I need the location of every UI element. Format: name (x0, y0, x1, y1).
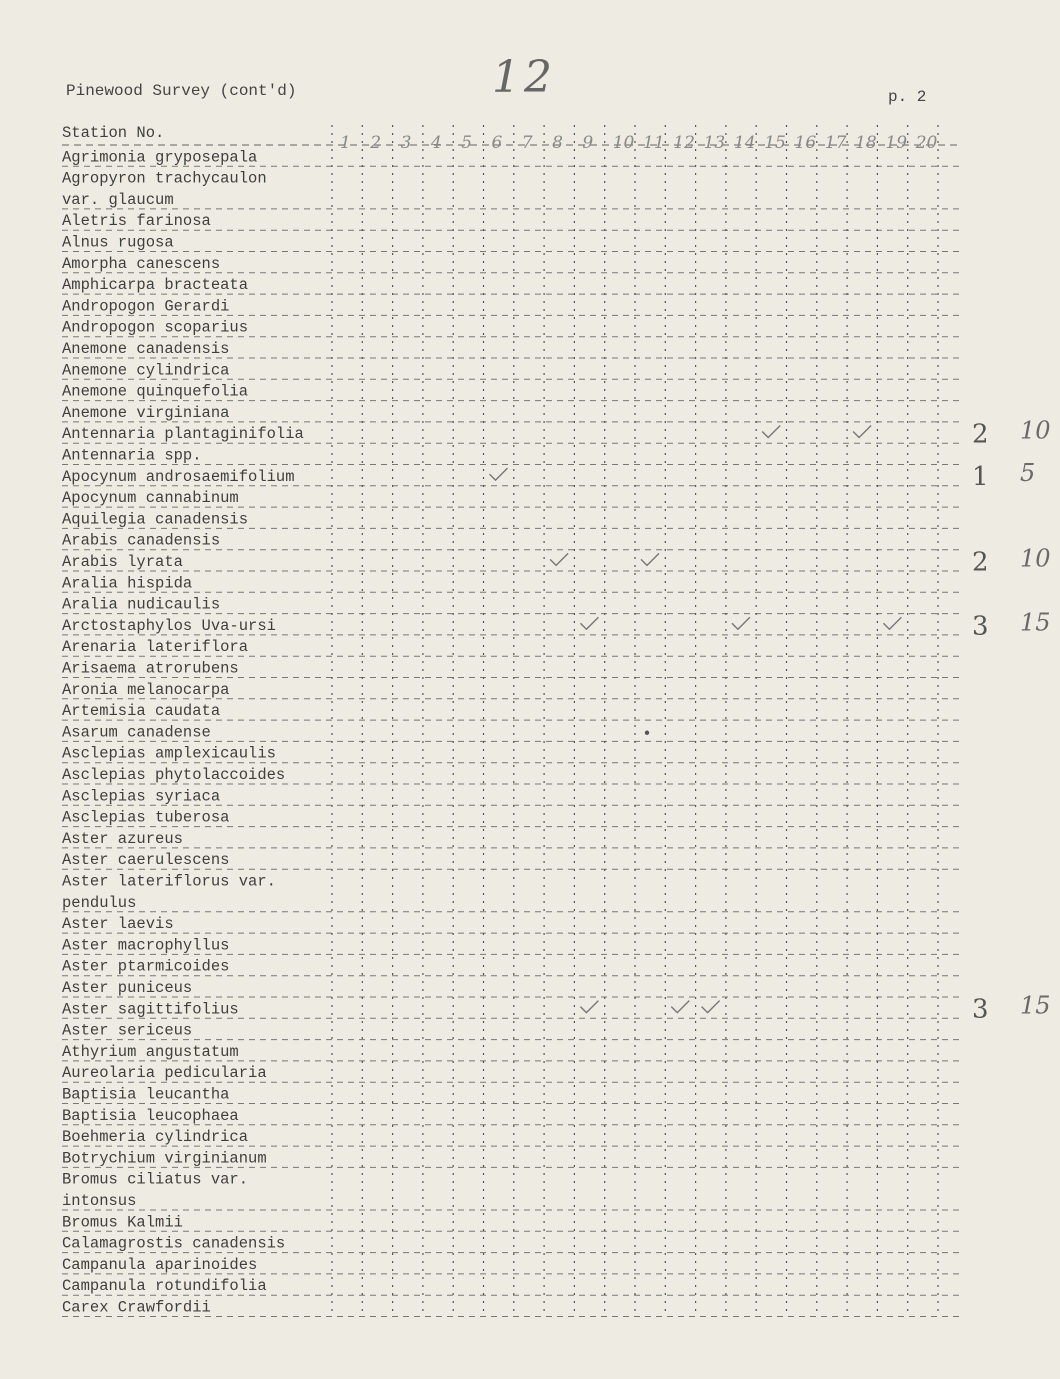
species-name: Aquilegia canadensis (62, 510, 249, 529)
species-name: Antennaria spp. (62, 446, 202, 465)
check-mark (702, 1001, 720, 1013)
species-name: Asclepias syriaca (62, 787, 221, 806)
species-name: Athyrium angustatum (62, 1042, 239, 1061)
species-name: Anemone virginiana (62, 403, 230, 422)
species-name: Agropyron trachycaulon (62, 169, 267, 188)
station-number: 7 (521, 133, 533, 153)
tally-count: 2 (972, 547, 989, 578)
species-name: Asarum canadense (62, 723, 211, 742)
species-name: Agrimonia gryposepala (62, 148, 258, 167)
tally-score: 5 (1020, 459, 1036, 488)
species-name: Aronia melanocarpa (62, 680, 230, 699)
station-number: 17 (824, 133, 847, 153)
species-name: Aster puniceus (62, 979, 193, 997)
species-name: Aster azureus (62, 829, 183, 848)
species-name: Artemisia caudata (62, 702, 221, 721)
species-name: Baptisia leucophaea (62, 1106, 239, 1125)
species-name: Aster ptarmicoides (62, 957, 230, 976)
check-mark (853, 426, 871, 438)
station-number-header: Station No. (62, 124, 165, 142)
species-name: Carex Crawfordii (62, 1298, 211, 1317)
station-number: 18 (855, 133, 877, 153)
species-name: Andropogon scoparius (62, 318, 249, 337)
species-name: Bromus Kalmii (62, 1213, 183, 1232)
species-labels (62, 148, 304, 1316)
tally-count: 2 (972, 419, 989, 450)
station-number: 3 (400, 133, 412, 153)
species-name: pendulus (62, 893, 137, 912)
station-number: 1 (340, 133, 351, 153)
station-number: 16 (794, 133, 817, 153)
species-name: Alnus rugosa (62, 233, 174, 252)
species-name: Apocynum cannabinum (62, 489, 239, 508)
station-number: 6 (491, 133, 503, 153)
check-mark (550, 553, 568, 565)
species-name: Arisaema atrorubens (62, 659, 239, 678)
station-number-row (340, 133, 938, 153)
species-name: Andropogon Gerardi (62, 297, 230, 316)
species-name: Anemone quinquefolia (62, 382, 249, 401)
species-name: Aureolaria pedicularia (62, 1064, 267, 1083)
species-name: Aster caerulescens (62, 851, 230, 870)
station-number: 9 (582, 133, 594, 153)
station-number: 5 (461, 133, 473, 153)
species-name: Campanula aparinoides (62, 1255, 258, 1274)
station-number: 4 (430, 133, 442, 153)
tally-score: 10 (1020, 416, 1051, 445)
station-number: 19 (885, 133, 908, 153)
station-number: 12 (673, 133, 695, 153)
species-name: Aster lateriflorus var. (62, 872, 276, 891)
species-name: Calamagrostis canadensis (62, 1234, 286, 1253)
check-mark (641, 553, 659, 565)
station-number: 20 (915, 133, 938, 153)
station-number: 11 (643, 133, 665, 153)
page-title: Pinewood Survey (cont'd) (66, 82, 297, 100)
species-name: Arabis canadensis (62, 531, 221, 550)
species-name: Bromus ciliatus var. (62, 1170, 249, 1189)
species-name: Aster macrophyllus (62, 936, 230, 955)
check-mark (883, 617, 901, 629)
species-name: Aster sagittifolius (62, 1000, 239, 1019)
species-name: intonsus (62, 1192, 137, 1210)
check-mark (580, 617, 598, 629)
check-mark (490, 468, 508, 480)
species-name: Asclepias amplexicaulis (62, 744, 276, 763)
species-name: Anemone canadensis (62, 340, 230, 358)
page-number: p. 2 (888, 88, 927, 106)
species-name: Baptisia leucantha (62, 1085, 230, 1104)
station-number: 14 (733, 133, 756, 153)
species-name: Asclepias tuberosa (62, 808, 230, 827)
species-name: Amphicarpa bracteata (62, 276, 249, 295)
tally-count: 1 (972, 462, 989, 493)
species-name: Asclepias phytolaccoides (62, 766, 286, 784)
station-number: 13 (703, 133, 726, 153)
species-name: var. glaucum (62, 190, 174, 209)
species-name: Anemone cylindrica (62, 361, 230, 380)
species-name: Boehmeria cylindrica (62, 1128, 249, 1147)
species-name: Arctostaphylos Uva-ursi (62, 616, 276, 635)
station-number: 10 (612, 133, 635, 153)
station-number: 2 (370, 133, 382, 153)
handwritten-sheet-number: 12 (492, 52, 556, 103)
species-name: Amorpha canescens (62, 254, 221, 273)
species-name: Aletris farinosa (62, 212, 211, 231)
tally-count: 3 (972, 611, 989, 642)
species-name: Aster laevis (62, 915, 174, 934)
station-number: 8 (552, 133, 563, 153)
check-mark (671, 1001, 689, 1013)
dot-mark (645, 731, 649, 735)
check-mark (580, 1001, 598, 1013)
species-name: Aster sericeus (62, 1021, 193, 1040)
species-name: Campanula rotundifolia (62, 1277, 267, 1296)
station-number: 15 (764, 133, 786, 153)
tally-score: 15 (1020, 608, 1051, 637)
check-mark (762, 426, 780, 438)
species-name: Arenaria lateriflora (62, 638, 249, 657)
species-name: Apocynum androsaemifolium (62, 467, 295, 486)
tally-score: 10 (1020, 544, 1051, 573)
tally-count: 3 (972, 994, 989, 1025)
species-name: Antennaria plantaginifolia (62, 425, 304, 444)
check-mark (732, 617, 750, 629)
species-name: Botrychium virginianum (62, 1149, 267, 1168)
tally-score: 15 (1020, 991, 1051, 1020)
species-name: Aralia hispida (62, 574, 193, 593)
species-name: Aralia nudicaulis (62, 595, 221, 614)
species-name: Arabis lyrata (62, 553, 183, 571)
